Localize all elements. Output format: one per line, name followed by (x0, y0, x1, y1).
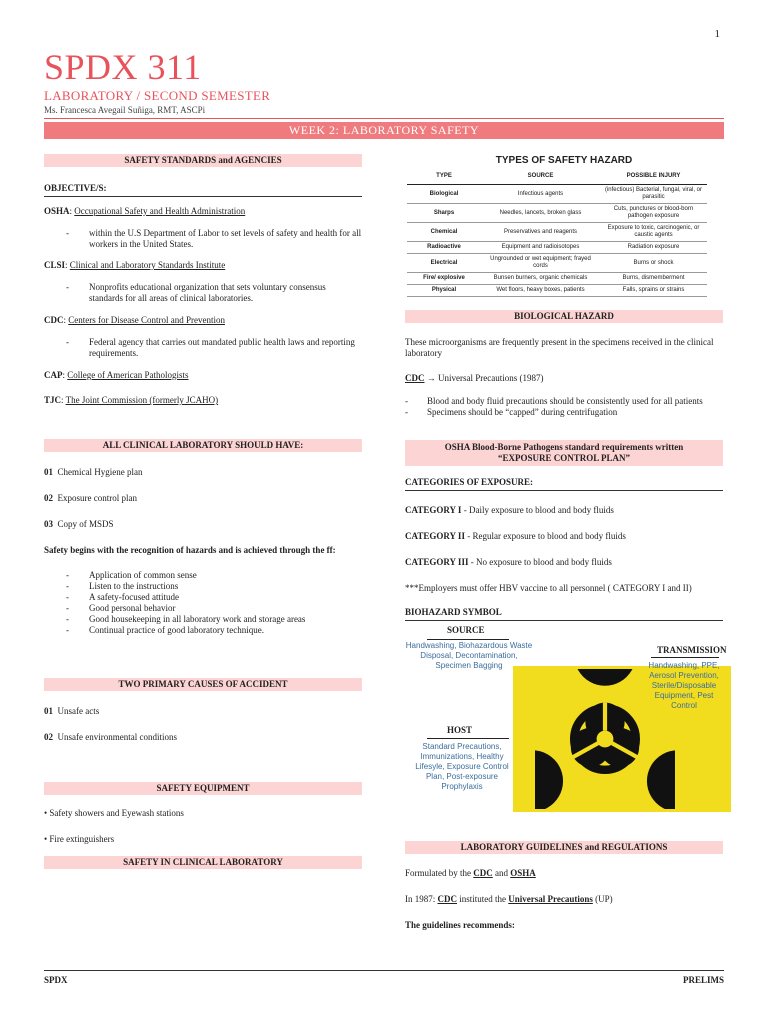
hazard-source-cell: Ungrounded or wet equipment; frayed cords (481, 254, 600, 273)
cap-name: College of American Pathologists (67, 370, 189, 380)
precaution-text: Blood and body fluid precautions should be consistently used for all patients (427, 396, 703, 406)
hbv-note: ***Employers must offer HBV vaccine to all personnel ( CATEGORY I and II) (405, 583, 692, 593)
clsi-abbr: CLSI (44, 260, 66, 270)
list-item: - Good personal behavior (44, 603, 362, 614)
text-span: In 1987: (405, 894, 438, 904)
category-label: CATEGORY I (405, 505, 462, 515)
cause-item (44, 732, 362, 743)
bio-hazard-text: These microorganisms are frequently present in the specimens received in the clinical laboratory (405, 337, 714, 358)
footer (44, 975, 724, 985)
bio-source-text: Handwashing, Biohazardous Waste Disposal, Decontamination, Specimen Bagging (405, 641, 533, 670)
tjc-name: The Joint Commission (formerly JCAHO) (65, 395, 219, 405)
hazard-type-cell: Radioactive (407, 242, 481, 254)
item-number: 01 (44, 706, 53, 716)
category-text: - No exposure to blood and body fluids (468, 557, 612, 567)
transmission-underline (651, 657, 719, 658)
table-row (407, 242, 707, 254)
formulated-line (405, 868, 723, 879)
week-title-bar: WEEK 2: LABORATORY SAFETY (44, 122, 724, 139)
category-text: - Daily exposure to blood and body fluids (461, 505, 614, 515)
up-text: → Universal Precautions (1987) (426, 373, 544, 383)
item-number: 03 (44, 519, 53, 529)
cdc-abbr-right: CDC (405, 373, 425, 383)
left-column (44, 154, 362, 869)
tjc-abbr: TJC (44, 395, 62, 405)
should-have-item (44, 519, 362, 530)
osha-description: - within the U.S Department of Labor to set levels of safety and health for all workers in the United States. (44, 228, 362, 250)
footer-right: PRELIMS (682, 975, 724, 985)
list-item: - Blood and body fluid precautions should be consistently used for all patients (405, 396, 703, 406)
column-header: SOURCE (481, 169, 600, 185)
clsi-description: - Nonprofits educational organization that sets voluntary consensus standards for all areas of clinical laboratories. (44, 282, 362, 304)
bio-transmission-title: TRANSMISSION (657, 645, 727, 655)
semester-subtitle: LABORATORY / SECOND SEMESTER (44, 88, 271, 103)
hazard-source-cell: Wet floors, heavy boxes, patients (481, 285, 600, 297)
category-text: - Regular exposure to blood and body fluids (464, 531, 626, 541)
item-text: Chemical Hygiene plan (57, 467, 143, 477)
hazard-injury-cell: Burns or shock (600, 254, 707, 273)
item-number: 02 (44, 732, 53, 742)
cdc-abbr: CDC (44, 315, 64, 325)
practice-list (44, 570, 362, 636)
hazard-type-cell: Physical (407, 285, 481, 297)
hazard-type-cell: Electrical (407, 254, 481, 273)
text-span: (UP) (592, 894, 613, 904)
category-label: CATEGORY III (405, 557, 469, 567)
item-text: Unsafe acts (57, 706, 100, 716)
hazard-source-cell: Equipment and radioisotopes (481, 242, 600, 254)
biohazard-diagram (405, 625, 727, 825)
category-item (405, 505, 723, 516)
item-text: Copy of MSDS (57, 519, 114, 529)
list-item: - Listen to the instructions (44, 581, 362, 592)
list-item: - Continual practice of good laboratory technique. (44, 625, 362, 636)
guidelines-recommends: The guidelines recommends: (405, 920, 515, 930)
hazard-source-cell: Preservatives and reagents (481, 223, 600, 242)
precaution-text: Specimens should be “capped” during centrifugation (427, 407, 618, 417)
footer-divider (44, 970, 724, 971)
table-row (407, 185, 707, 204)
section-header-guidelines: LABORATORY GUIDELINES and REGULATIONS (405, 841, 723, 854)
universal-precautions-text: Universal Precautions (508, 894, 593, 904)
table-row (407, 204, 707, 223)
hazard-injury-cell: Exposure to toxic, carcinogenic, or caustic agents (600, 223, 707, 242)
text-span: Formulated by the (405, 868, 474, 878)
cap-entry: CAP: College of American Pathologists (44, 370, 189, 380)
hazard-type-cell: Fire/ explosive (407, 273, 481, 285)
section-header-osha-bbp (405, 440, 723, 466)
hazard-injury-cell: Radiation exposure (600, 242, 707, 254)
category-label: CATEGORY II (405, 531, 465, 541)
course-code: SPDX 311 (44, 47, 202, 87)
section-header-equipment: SAFETY EQUIPMENT (44, 782, 362, 795)
hazard-source-cell: Infectious agents (481, 185, 600, 204)
cdc-universal-precautions (405, 373, 723, 384)
column-header: POSSIBLE INJURY (600, 169, 707, 185)
osha-entry: OSHA: Occupational Safety and Health Administration (44, 206, 246, 216)
cdc-link-text: CDC (437, 894, 457, 904)
biohazard-symbol-label: BIOHAZARD SYMBOL (405, 607, 723, 621)
bio-host-text: Standard Precautions, Immunizations, Healthy Lifesyle, Exposure Control Plan, Post-exposure Prophylaxis (415, 742, 509, 791)
cap-abbr: CAP (44, 370, 63, 380)
tjc-entry: TJC: The Joint Commission (formerly JCAHO) (44, 395, 219, 405)
hazard-source-cell: Needles, lancets, broken glass (481, 204, 600, 223)
osha-bbp-line-1: OSHA Blood-Borne Pathogens standard requirements written (444, 442, 684, 452)
source-underline (427, 639, 509, 640)
bio-source-title: SOURCE (447, 625, 485, 635)
cdc-description: - Federal agency that carries out mandated public health laws and reporting requirements. (44, 337, 362, 359)
table-row (407, 285, 707, 297)
item-number: 01 (44, 467, 53, 477)
text-span: instituted the (457, 894, 509, 904)
osha-bbp-line-2: “EXPOSURE CONTROL PLAN” (497, 453, 631, 463)
hazard-table (407, 169, 707, 297)
item-number: 02 (44, 493, 53, 503)
hazard-type-cell: Chemical (407, 223, 481, 242)
host-underline (427, 738, 509, 739)
hazard-source-cell: Bunsen burners, organic chemicals (481, 273, 600, 285)
safety-begins-text: Safety begins with the recognition of hazards and is achieved through the ff: (44, 545, 336, 555)
hazard-table-title: TYPES OF SAFETY HAZARD (495, 155, 633, 166)
category-item (405, 531, 723, 542)
equipment-item: • Fire extinguishers (44, 834, 115, 844)
list-item: - Specimens should be “capped” during centrifugation (405, 407, 618, 417)
hazard-injury-cell: Burns, dismemberment (600, 273, 707, 285)
bio-transmission-text: Handwashing, PPE, Aerosol Prevention, Sterile/Disposable Equipment, Pest Control (648, 661, 720, 710)
should-have-item (44, 467, 362, 478)
in1987-line (405, 894, 723, 905)
osha-abbr: OSHA (44, 206, 70, 216)
cause-item (44, 706, 362, 717)
column-header: TYPE (407, 169, 481, 185)
table-header-row (407, 169, 707, 185)
cdc-name: Centers for Disease Control and Prevention (68, 315, 225, 325)
table-row (407, 223, 707, 242)
osha-link-text: OSHA (510, 868, 536, 878)
objectives-label: OBJECTIVE/S: (44, 183, 362, 197)
page-number: 1 (714, 28, 720, 40)
cdc-entry: CDC: Centers for Disease Control and Prevention (44, 315, 225, 325)
osha-name: Occupational Safety and Health Administration (74, 206, 246, 216)
table-row (407, 254, 707, 273)
section-header-all-lab: ALL CLINICAL LABORATORY SHOULD HAVE: (44, 439, 362, 452)
bio-host-title: HOST (447, 725, 473, 735)
hazard-type-cell: Biological (407, 185, 481, 204)
author: Ms. Francesca Avegail Suñiga, RMT, ASCPi (44, 105, 206, 115)
table-row (407, 273, 707, 285)
hazard-injury-cell: Cuts, punctures or blood-born pathogen exposure (600, 204, 707, 223)
hazard-type-cell: Sharps (407, 204, 481, 223)
text-span: and (492, 868, 511, 878)
hazard-injury-cell: (infectious) Bacterial, fungal, viral, or parasitic (600, 185, 707, 204)
item-text: Unsafe environmental conditions (57, 732, 177, 742)
categories-label: CATEGORIES OF EXPOSURE: (405, 477, 723, 491)
header-divider (44, 118, 724, 119)
hazard-injury-cell: Falls, sprains or strains (600, 285, 707, 297)
precaution-list (405, 396, 723, 418)
list-item: - A safety-focused attitude (44, 592, 362, 603)
list-item: - Application of common sense (44, 570, 362, 581)
section-header-causes: TWO PRIMARY CAUSES OF ACCIDENT (44, 678, 362, 691)
section-header-bio-hazard: BIOLOGICAL HAZARD (405, 310, 723, 323)
footer-left: SPDX (44, 975, 68, 985)
right-column (405, 155, 727, 931)
item-text: Exposure control plan (57, 493, 137, 503)
section-header-safety-standards: SAFETY STANDARDS and AGENCIES (44, 154, 362, 167)
clsi-name: Clinical and Laboratory Standards Institute (69, 260, 226, 270)
list-item: - Good housekeeping in all laboratory work and storage areas (44, 614, 362, 625)
should-have-item (44, 493, 362, 504)
category-item (405, 557, 723, 568)
cdc-link-text: CDC (473, 868, 493, 878)
section-header-safety-clinical: SAFETY IN CLINICAL LABORATORY (44, 856, 362, 869)
clsi-entry: CLSI: Clinical and Laboratory Standards Institute (44, 260, 226, 270)
equipment-item: • Safety showers and Eyewash stations (44, 808, 184, 818)
